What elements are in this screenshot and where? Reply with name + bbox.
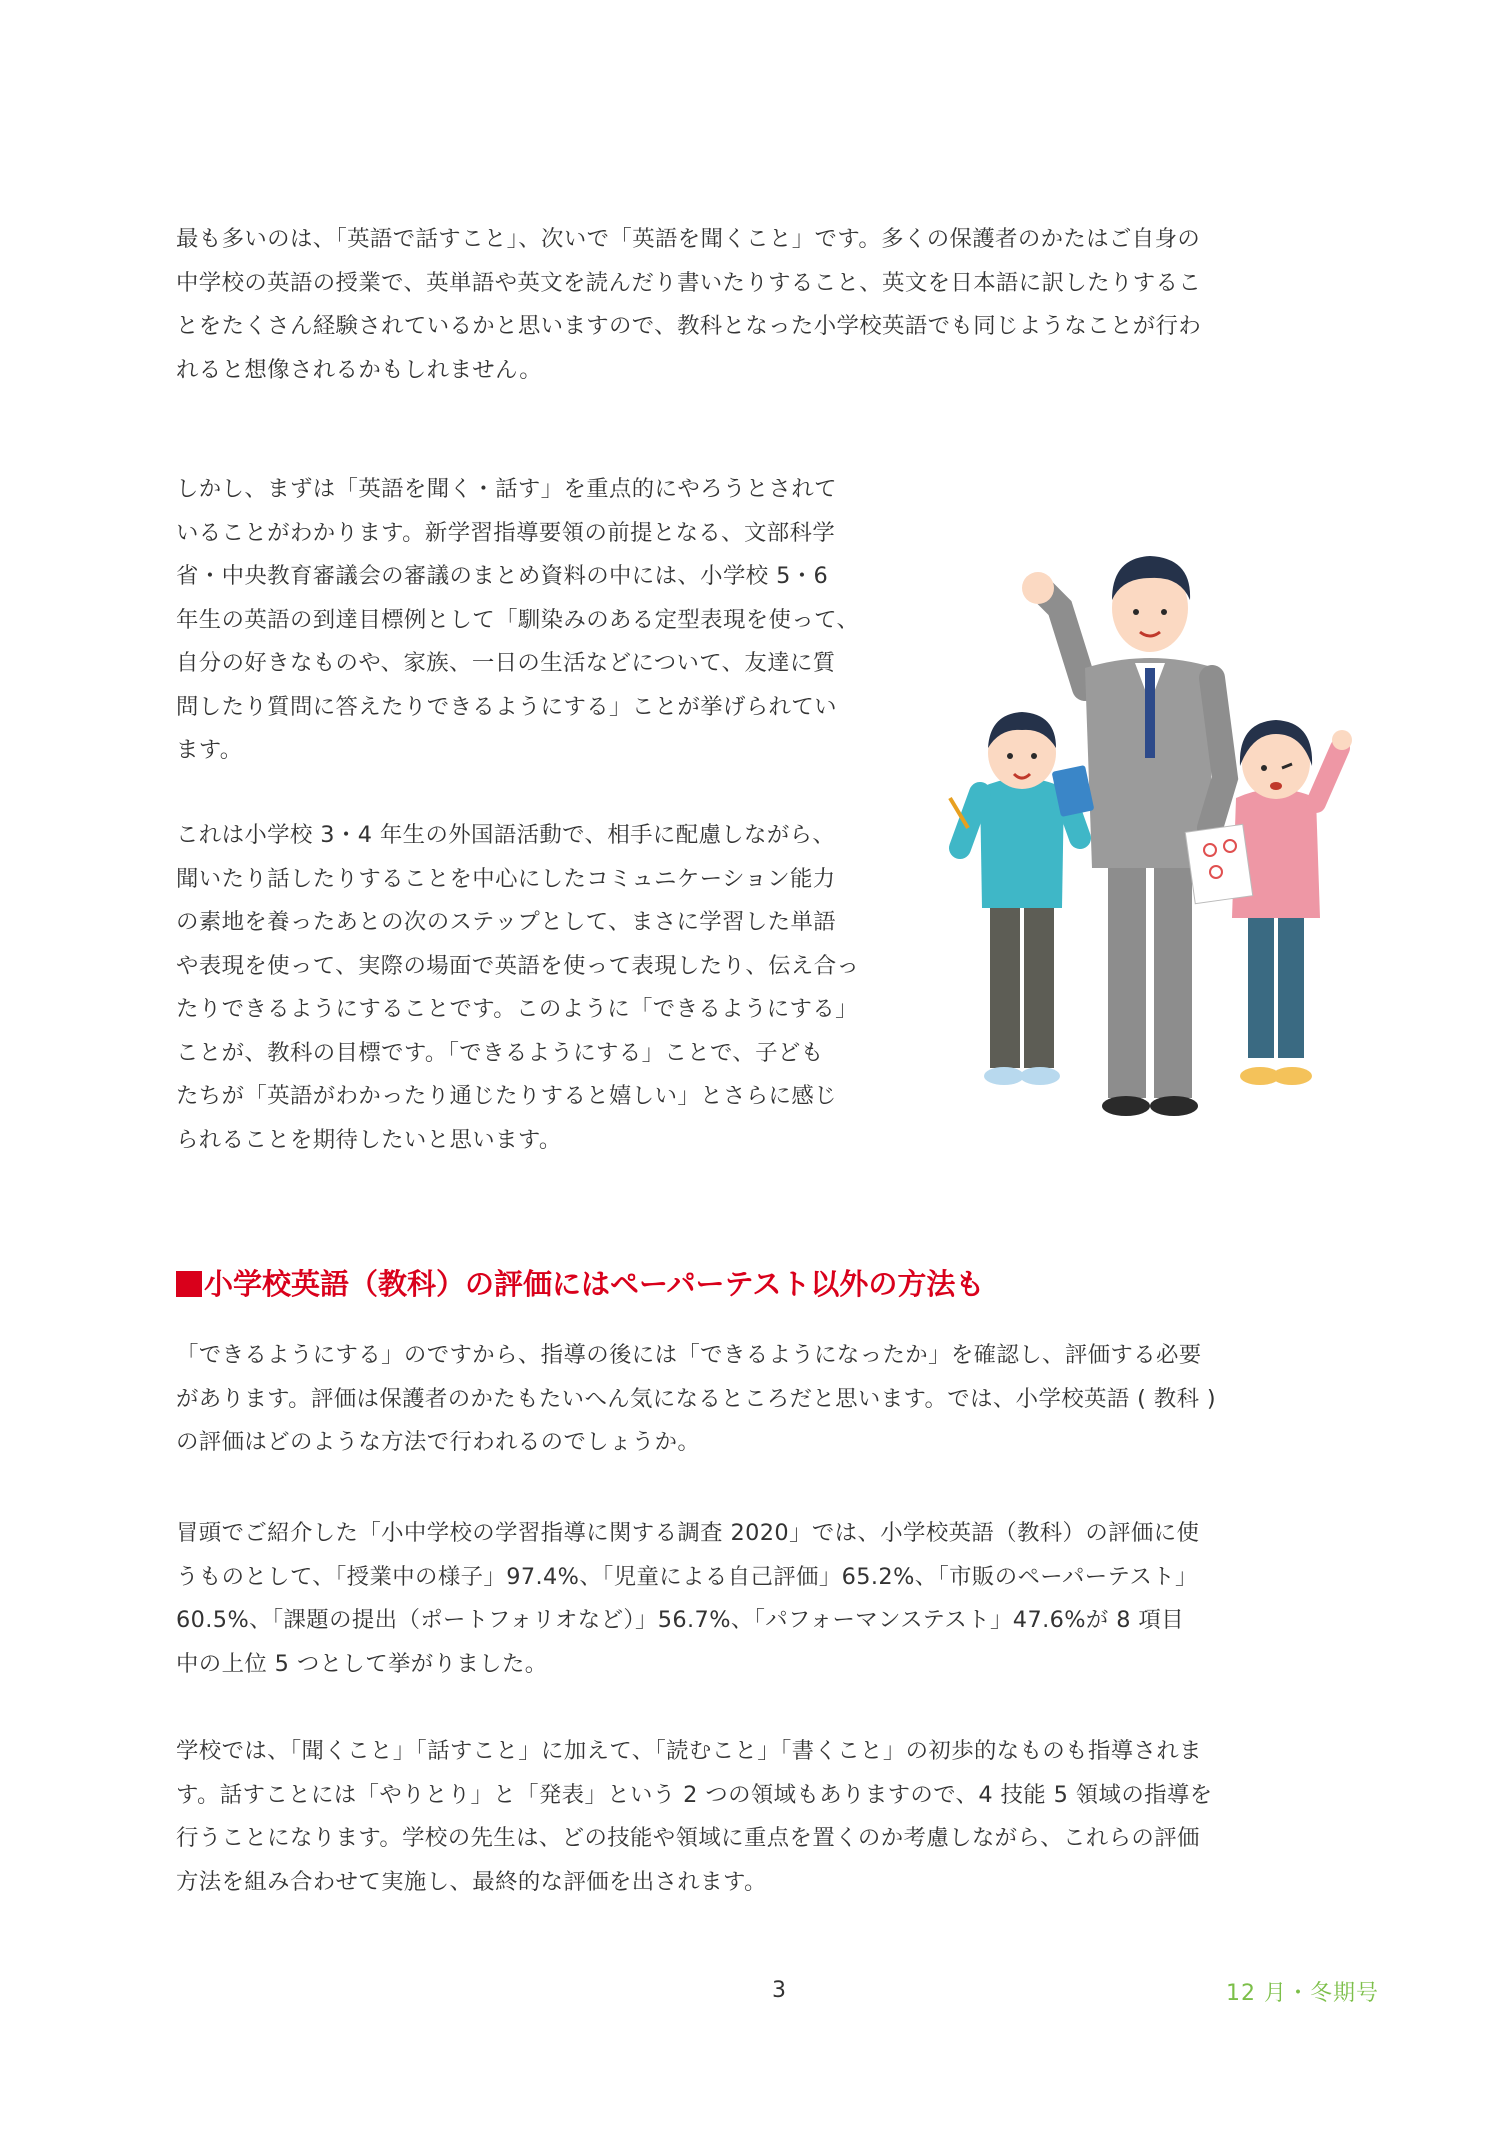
intro-paragraph	[176, 218, 1201, 392]
heading-text: 小学校英語（教科）の評価にはペーパーテスト以外の方法も	[204, 1267, 985, 1301]
text-line: ことが、教科の目標です。「できるようにする」ことで、子ども	[176, 1039, 824, 1066]
section-heading	[176, 1264, 984, 1304]
text-line: 省・中央教育審議会の審議のまとめ資料の中には、小学校 5・6	[176, 563, 829, 589]
listening-speaking-paragraph	[176, 468, 859, 773]
text-line: があります。評価は保護者のかたもたいへん気になるところだと思います。では、小学校英語 ( 教科 )	[176, 1385, 1217, 1412]
text-line: 聞いたり話したりすることを中心にしたコミュニケーション能力	[176, 865, 836, 892]
text-line: とをたくさん経験されているかと思いますので、教科となった小学校英語でも同じようなことが行わ	[176, 313, 1202, 339]
survey-results-paragraph	[176, 1512, 1199, 1686]
text-line: 方法を組み合わせて実施し、最終的な評価を出されます。	[176, 1868, 767, 1895]
text-line: す。話すことには「やりとり」と「発表」という 2 つの領域もありますので、4 技能 5 領域の指導を	[176, 1781, 1213, 1808]
heading-square-icon	[176, 1271, 202, 1297]
text-line: いることがわかります。新学習指導要領の前提となる、文部科学	[176, 519, 836, 546]
text-line: ます。	[176, 737, 243, 763]
boy-figure	[950, 712, 1094, 1085]
text-line: 年生の英語の到達目標例として「馴染みのある定型表現を使って、	[176, 606, 860, 633]
next-step-paragraph	[176, 814, 859, 1162]
four-skills-paragraph	[176, 1730, 1213, 1904]
text-line: 中の上位 5 つとして挙がりました。	[176, 1650, 548, 1677]
text-line: たりできるようにすることです。このように「できるようにする」	[176, 996, 858, 1022]
text-line: 問したり質問に答えたりできるようにする」ことが挙げられてい	[176, 693, 837, 720]
text-line: これは小学校 3・4 年生の外国語活動で、相手に配慮しながら、	[176, 822, 836, 848]
teacher-students-illustration	[940, 528, 1360, 1158]
text-line: 行うことになります。学校の先生は、どの技能や領域に重点を置くのか考慮しながら、これらの評価	[176, 1825, 1200, 1851]
text-line: 中学校の英語の授業で、英単語や英文を読んだり書いたりすること、英文を日本語に訳したりするこ	[176, 269, 1202, 296]
text-line: の素地を養ったあとの次のステップとして、まさに学習した単語	[176, 909, 837, 935]
text-line: や表現を使って、実際の場面で英語を使って表現したり、伝え合っ	[176, 952, 860, 979]
text-line: られることを期待したいと思います。	[176, 1126, 562, 1153]
text-line: の評価はどのような方法で行われるのでしょうか。	[176, 1429, 701, 1455]
text-line: 冒頭でご紹介した「小中学校の学習指導に関する調査 2020」では、小学校英語（教科）の評価に使	[176, 1520, 1200, 1546]
text-line: 60.5%、「課題の提出（ポートフォリオなど）」56.7%、「パフォーマンステスト」47.6%が 8 項目	[176, 1607, 1184, 1633]
text-line: れると想像されるかもしれません。	[176, 356, 542, 383]
issue-label: 12 月・冬期号	[1226, 1981, 1379, 2006]
text-line: 自分の好きなものや、家族、一日の生活などについて、友達に質	[176, 650, 836, 676]
text-line: 学校では、「聞くこと」「話すこと」に加えて、「読むこと」「書くこと」の初歩的なものも指導されま	[176, 1738, 1202, 1764]
text-line: しかし、まずは「英語を聞く・話す」を重点的にやろうとされて	[176, 476, 837, 502]
text-line: うものとして、「授業中の様子」97.4%、「児童による自己評価」65.2%、「市販のペーパーテスト」	[176, 1563, 1198, 1590]
text-line: 「できるようにする」のですから、指導の後には「できるようになったか」を確認し、評価する必要	[176, 1342, 1202, 1368]
text-line: 最も多いのは、「英語で話すこと」、次いで「英語を聞くこと」です。多くの保護者のかたはご自身の	[176, 226, 1201, 252]
page-number: 3	[772, 1978, 786, 2003]
evaluation-intro-paragraph	[176, 1334, 1216, 1465]
text-line: たちが「英語がわかったり通じたりすると嬉しい」とさらに感じ	[176, 1083, 837, 1109]
